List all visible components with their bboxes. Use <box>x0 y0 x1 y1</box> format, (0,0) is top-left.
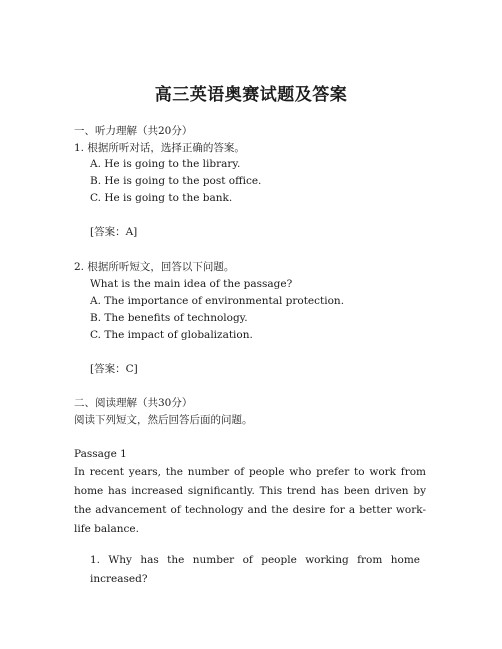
section-heading-listening: 一、听力理解（共20分） <box>74 125 193 137</box>
q1-option-a: A. He is going to the library. <box>90 158 241 170</box>
question-stem-2: 2. 根据所听短文，回答以下问题。 <box>74 261 235 273</box>
q2-option-a: A. The importance of environmental protection. <box>90 295 345 307</box>
q2-answer: [答案：C] <box>90 363 138 375</box>
passage-text: In recent years, the number of people who prefer to work from home has increased significantly. This trend has been driven by the advancement of technology and the desire for a better work-life balance. <box>74 466 426 535</box>
q1-option-b: B. He is going to the post office. <box>90 175 262 187</box>
q1-option-c: C. He is going to the bank. <box>90 192 233 204</box>
q2-option-b: B. The benefits of technology. <box>90 312 248 324</box>
q2-question: What is the main idea of the passage? <box>90 278 293 290</box>
q2-option-c: C. The impact of globalization. <box>90 329 253 341</box>
reading-instruction: 阅读下列短文，然后回答后面的问题。 <box>74 414 253 426</box>
q1-answer: [答案：A] <box>90 226 138 238</box>
section-heading-reading: 二、阅读理解（共30分） <box>74 397 193 409</box>
question-stem-1: 1. 根据所听对话，选择正确的答案。 <box>74 142 245 154</box>
passage-title: Passage 1 <box>74 448 127 460</box>
page-title: 高三英语奥赛试题及答案 <box>154 85 348 105</box>
passage-question-1: 1. Why has the number of people working from home increased? <box>90 554 420 585</box>
